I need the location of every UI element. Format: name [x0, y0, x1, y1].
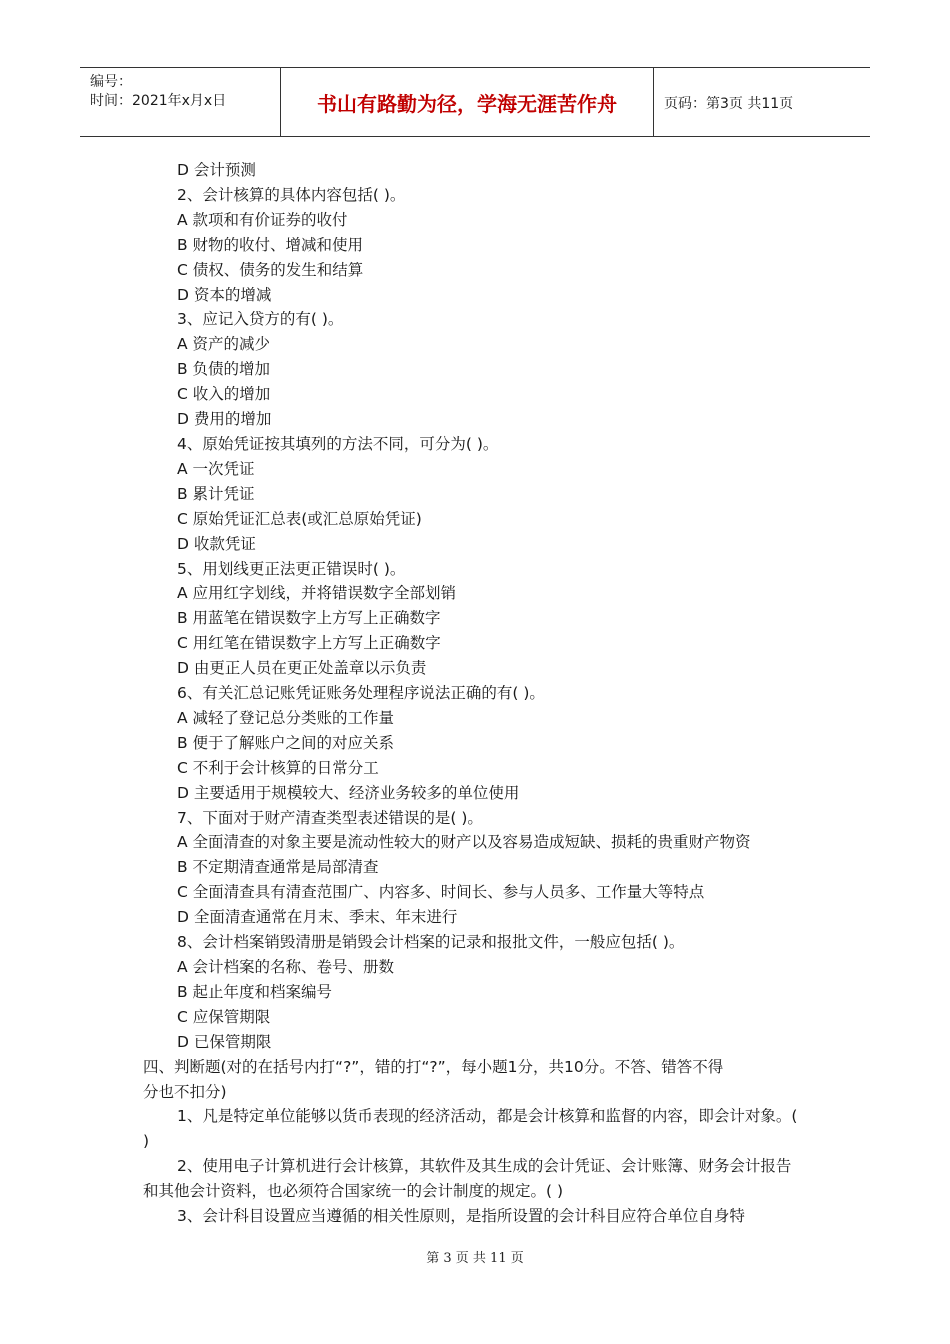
answer-option: C 用红笔在错误数字上方写上正确数字: [177, 634, 441, 653]
header-middle-cell: [281, 68, 654, 136]
answer-option: B 起止年度和档案编号: [177, 982, 333, 1001]
question-title: 6、有关汇总记账凭证账务处理程序说法正确的有( )。: [177, 684, 545, 703]
answer-option: D 由更正人员在更正处盖章以示负责: [177, 659, 427, 678]
page-header: [80, 67, 870, 137]
answer-option: C 原始凭证汇总表(或汇总原始凭证): [177, 509, 422, 528]
answer-option: D 主要适用于规模较大、经济业务较多的单位使用: [177, 783, 520, 802]
answer-option: B 不定期清查通常是局部清查: [177, 858, 379, 877]
answer-option: B 便于了解账户之间的对应关系: [177, 733, 395, 752]
answer-option: D 全面清查通常在月末、季末、年末进行: [177, 908, 458, 927]
answer-option: D 收款凭证: [177, 534, 256, 553]
header-page-info: 页码：第3页 共11页: [664, 96, 794, 112]
header-right-cell: [654, 68, 870, 136]
answer-option: B 累计凭证: [177, 484, 255, 503]
question-title: 3、应记入贷方的有( )。: [177, 310, 344, 329]
true-false-question-2: 2、使用电子计算机进行会计核算，其软件及其生成的会计凭证、会计账簿、财务会计报告和其他会计资料，也必须符合国家统一的会计制度的规定。( ): [143, 1157, 792, 1201]
true-false-question-3: 3、会计科目设置应当遵循的相关性原则，是指所设置的会计科目应符合单位自身特: [177, 1207, 745, 1226]
question-title: 7、下面对于财产清查类型表述错误的是( )。: [177, 808, 483, 827]
section-title: 四、判断题(对的在括号内打“?”，错的打“?”，每小题1分，共10分。不答、错答不得: [143, 1057, 724, 1076]
document-body: [143, 158, 805, 1229]
answer-option: D 费用的增加: [177, 410, 272, 429]
answer-option: D 资本的增减: [177, 285, 272, 304]
answer-option: D 会计预测: [177, 161, 256, 179]
answer-option: A 全面清查的对象主要是流动性较大的财产以及容易造成短缺、损耗的贵重财产物资: [177, 833, 751, 852]
question-title: 2、会计核算的具体内容包括( )。: [177, 185, 406, 204]
true-false-question-1: 1、凡是特定单位能够以货币表现的经济活动，都是会计核算和监督的内容，即会计对象。( ): [143, 1107, 798, 1151]
page-footer: 第 3 页 共 11 页: [426, 1251, 524, 1266]
answer-option: A 款项和有价证券的收付: [177, 210, 348, 229]
answer-option: C 债权、债务的发生和结算: [177, 260, 364, 279]
document-date: 时间：2021年x月x日: [90, 93, 227, 109]
answer-option: C 不利于会计核算的日常分工: [177, 758, 379, 777]
answer-option: B 财物的收付、增减和使用: [177, 235, 364, 254]
answer-option: A 资产的减少: [177, 335, 271, 354]
question-title: 4、原始凭证按其填列的方法不同，可分为( )。: [177, 434, 499, 453]
header-left-cell: [80, 68, 281, 136]
answer-option: A 应用红字划线，并将错误数字全部划销: [177, 584, 457, 603]
answer-option: A 会计档案的名称、卷号、册数: [177, 958, 395, 976]
header-motto: 书山有路勤为径，学海无涯苦作舟: [317, 92, 617, 116]
document-number-label: 编号：: [90, 74, 132, 90]
answer-option: D 已保管期限: [177, 1032, 272, 1051]
question-title: 8、会计档案销毁清册是销毁会计档案的记录和报批文件，一般应包括( )。: [177, 933, 685, 952]
answer-option: B 用蓝笔在错误数字上方写上正确数字: [177, 609, 441, 628]
question-title: 5、用划线更正法更正错误时( )。: [177, 559, 406, 578]
section-title-continued: 分也不扣分): [143, 1082, 227, 1101]
answer-option: A 一次凭证: [177, 459, 255, 478]
answer-option: A 减轻了登记总分类账的工作量: [177, 708, 395, 727]
answer-option: C 应保管期限: [177, 1007, 271, 1026]
answer-option: C 收入的增加: [177, 385, 271, 404]
question-list: [143, 158, 805, 1055]
answer-option: B 负债的增加: [177, 360, 271, 379]
answer-option: C 全面清查具有清查范围广、内容多、时间长、参与人员多、工作量大等特点: [177, 883, 705, 902]
